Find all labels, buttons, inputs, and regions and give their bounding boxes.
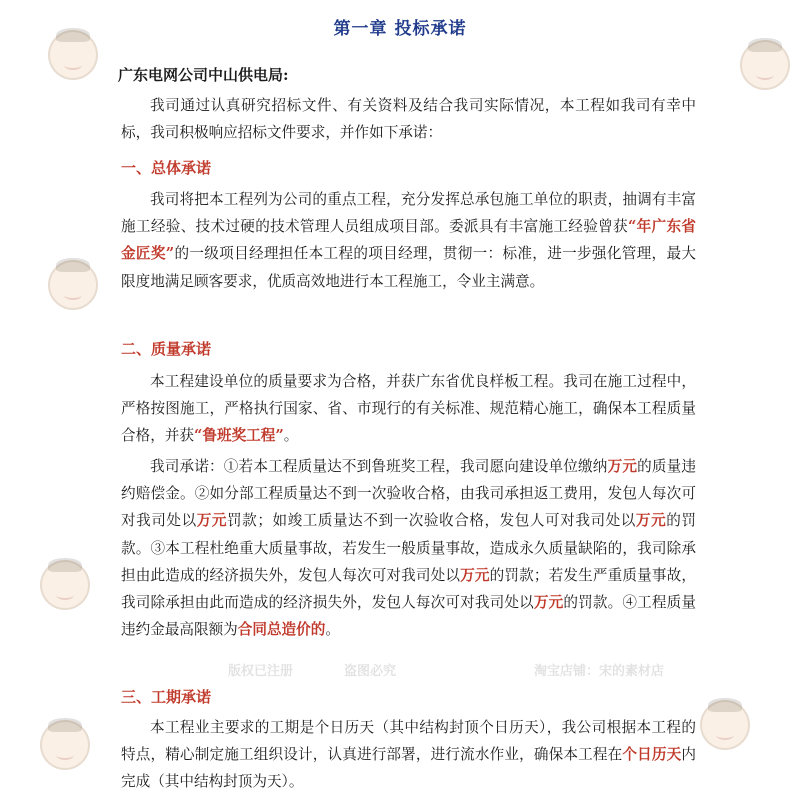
overall-text-b: 的一级项目经理担任本工程的项目经理，贯彻一：标准，进一步强化管理，最大限度地满足顾客要求，优质高效地进行本工程施工，令业主满意。 (121, 245, 696, 290)
quality-highlight-award: “鲁班奖工程” (193, 427, 284, 445)
quality2-text-d: 的罚款。③本工程杜绝重大质量事故，若发生一般质量事故，造成永久质量缺陷的，我司除承担由此造成的经济损失外，发包人每次可对我司处以 (121, 512, 696, 584)
quality2-highlight-1: 万元 (607, 458, 638, 475)
section-heading-overall: 一、总体承诺 (121, 159, 212, 177)
schedule-paragraph (121, 714, 696, 796)
quality-text-b: 。 (283, 427, 299, 445)
quality2-text-a: 我司承诺：①若本工程质量达不到鲁班奖工程，我司愿向建设单位缴纳 (150, 458, 608, 475)
quality2-highlight-6: 合同总造价的 (237, 621, 326, 639)
schedule-text-b: 内完成（其中结构封顶为天）。 (121, 746, 696, 791)
quality2-text-c: 罚款；如竣工质量达不到一次验收合格，发包人可对我司处以 (227, 512, 636, 530)
quality2-text-b: 的质量违约赔偿金。②如分部工程质量达不到一次验收合格，由我司承担返工费用，发包人每次可对我司处以 (121, 458, 696, 530)
quality2-highlight-2: 万元 (196, 512, 228, 530)
watermark-face-icon (48, 260, 98, 310)
watermark-face-icon (40, 720, 90, 770)
quality-paragraph-1 (121, 368, 696, 450)
quality2-highlight-4: 万元 (460, 566, 490, 584)
intro-paragraph (121, 92, 696, 146)
quality2-text-f: 的罚款。④工程质量违约金最高限额为 (121, 594, 696, 639)
quality2-highlight-3: 万元 (635, 512, 667, 530)
watermark-no-theft: 盗图必究 (344, 664, 397, 679)
intro-text: 我司通过认真研究招标文件、有关资料及结合我司实际情况，本工程如我司有幸中标，我司积极响应招标文件要求，并作如下承诺： (121, 97, 696, 142)
watermark-shop: 淘宝店铺：宋的素材店 (534, 664, 665, 679)
quality2-text-e: 的罚款；若发生严重质量事故，我司除承担由此而造成的经济损失外，发包人每次可对我司处以 (121, 566, 696, 612)
quality2-text-g: 。 (325, 621, 340, 639)
section-heading-schedule: 三、工期承诺 (121, 688, 212, 706)
overall-text-a: 我司将把本工程列为公司的重点工程，充分发挥总承包施工单位的职责，抽调有丰富施工经验、技术过硬的技术管理人员组成项目部。委派具有丰富施工经验曾获 (121, 191, 696, 236)
overall-highlight-award: “年广东省金匠奖” (121, 218, 696, 263)
schedule-highlight-days: 个日历天 (622, 746, 682, 764)
watermark-face-icon (700, 700, 750, 750)
page-title: 第一章 投标承诺 (333, 19, 467, 39)
watermark-face-icon (740, 40, 790, 90)
watermark-copyright: 版权已注册 (228, 664, 294, 679)
schedule-text-a: 本工程业主要求的工期是个日历天（其中结构封顶个日历天），我公司根据本工程的特点，精心制定施工组织设计，认真进行部署，进行流水作业，确保本工程在 (121, 719, 696, 764)
section-heading-quality: 二、质量承诺 (121, 340, 212, 358)
watermark-face-icon (40, 560, 90, 610)
quality2-highlight-5: 万元 (533, 594, 564, 612)
addressee: 广东电网公司中山供电局: (118, 66, 289, 84)
quality-paragraph-2 (121, 453, 696, 643)
quality-text-a: 本工程建设单位的质量要求为合格，并获广东省优良样板工程。我司在施工过程中，严格按图施工，严格执行国家、省、市现行的有关标准、规范精心施工，确保本工程质量合格，并获 (121, 373, 696, 445)
overall-paragraph (121, 186, 696, 295)
